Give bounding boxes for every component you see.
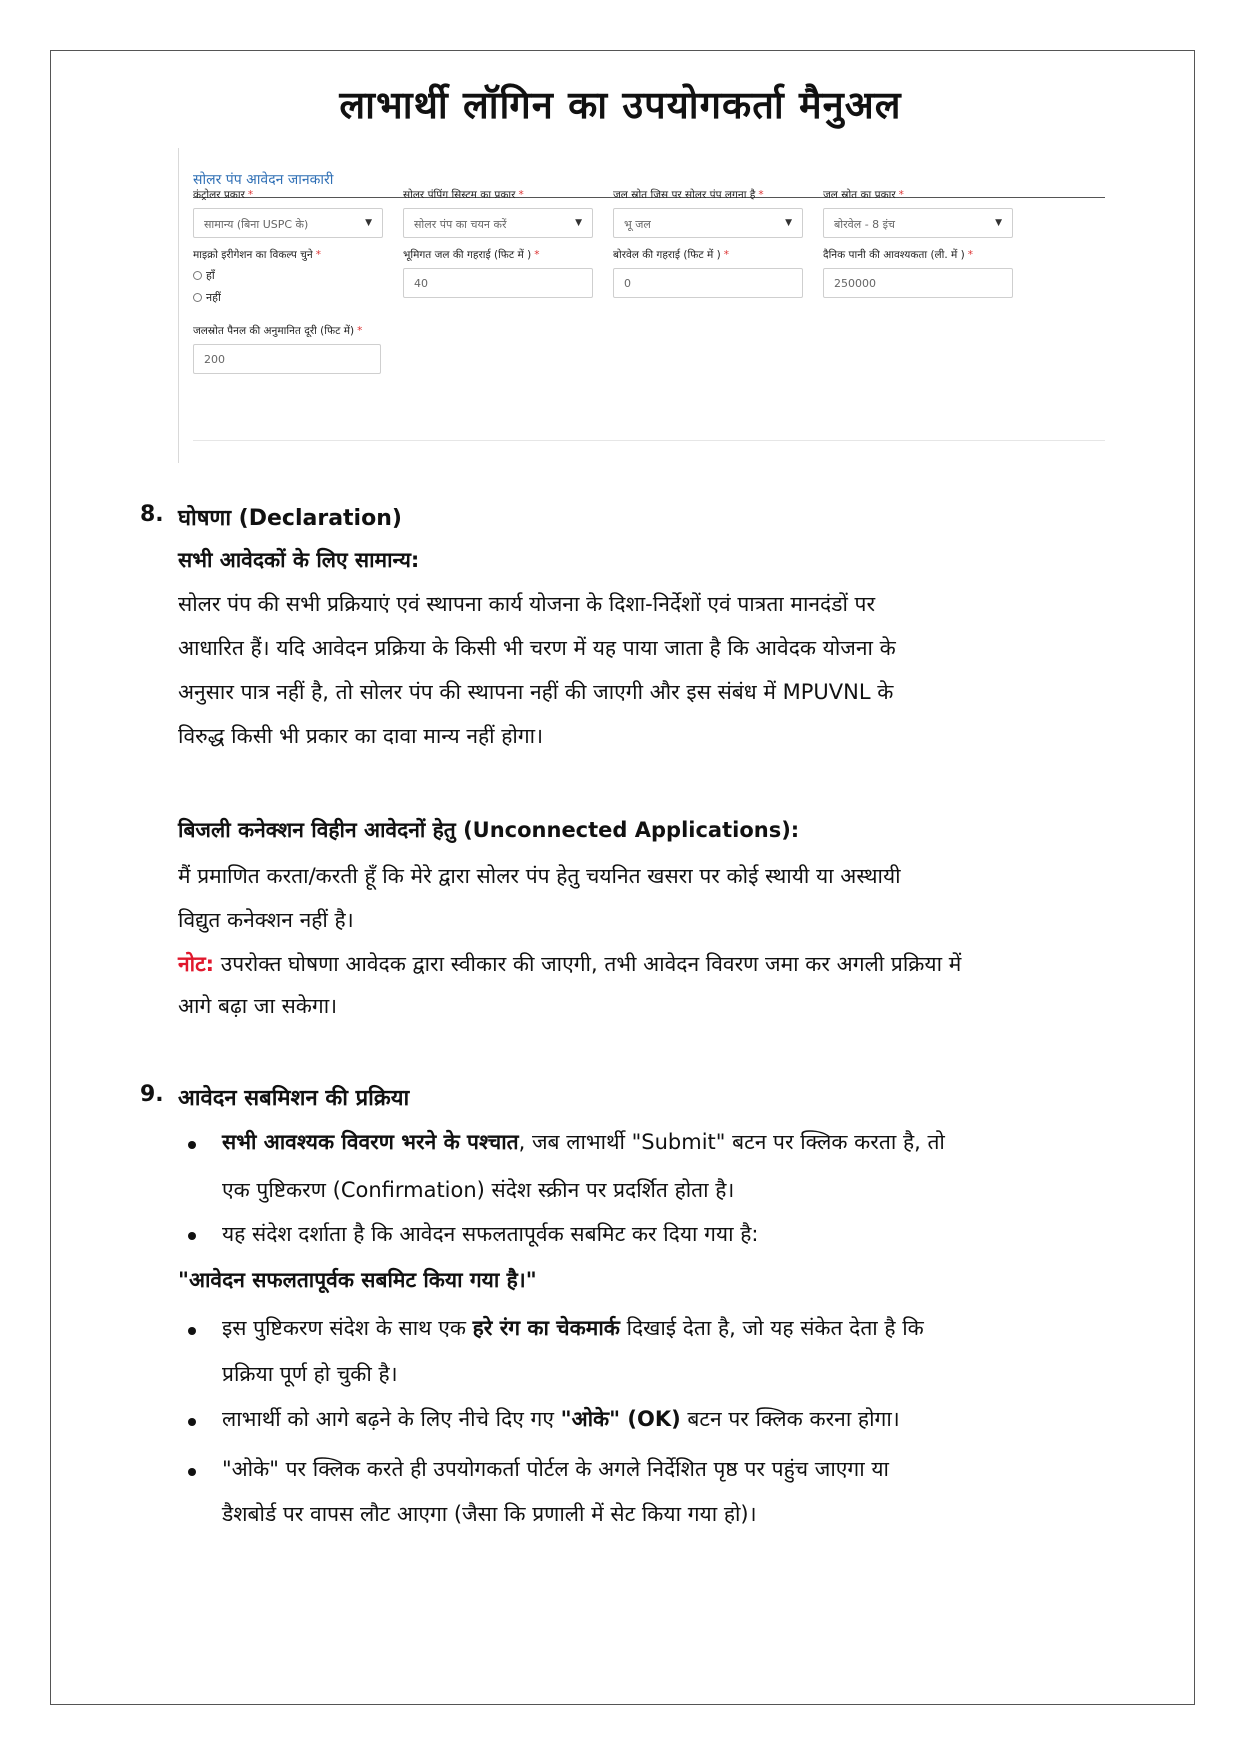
chevron-down-icon: ▼ <box>785 218 792 228</box>
groundwater-depth-label: भूमिगत जल की गहराई (फिट में ) * <box>403 249 540 261</box>
bullet-icon <box>188 1468 196 1476</box>
unconnected-text-line: मैं प्रमाणित करता/करती हूँ कि मेरे द्वारा सोलर पंप हेतु चयनित खसरा पर कोई स्थायी या अस्थायी <box>178 864 901 888</box>
section-9-number: 9. <box>140 1082 164 1107</box>
chevron-down-icon: ▼ <box>365 218 372 228</box>
unconnected-text-line: विद्युत कनेक्शन नहीं है। <box>178 908 354 932</box>
borewell-depth-input[interactable]: 0 <box>613 268 803 298</box>
radio-circle-icon <box>193 271 202 280</box>
bullet-icon <box>188 1141 196 1149</box>
success-quote: "आवेदन सफलतापूर्वक सबमिट किया गया है।" <box>178 1268 537 1292</box>
solar-pump-form <box>178 148 1108 463</box>
micro-irrigation-yes-radio[interactable]: हाँ <box>193 268 215 283</box>
general-text-line: सोलर पंप की सभी प्रक्रियाएं एवं स्थापना कार्य योजना के दिशा-निर्देशों एवं पात्रता मानदंडों पर <box>178 592 876 616</box>
general-text-line: आधारित हैं। यदि आवेदन प्रक्रिया के किसी भी चरण में यह पाया जाता है कि आवेदक योजना के <box>178 636 896 660</box>
controller-type-label: कंट्रोलर प्रकार * <box>193 189 254 201</box>
bullet-3-line: इस पुष्टिकरण संदेश के साथ एक हरे रंग का चेकमार्क दिखाई देता है, जो यह संकेत देता है कि <box>222 1316 924 1340</box>
pumping-system-type-select[interactable]: सोलर पंप का चयन करें ▼ <box>403 208 593 238</box>
form-bottom-divider <box>193 440 1105 441</box>
pumping-system-type-label: सोलर पंपिंग सिस्टम का प्रकार * <box>403 189 524 201</box>
note-line: आगे बढ़ा जा सकेगा। <box>178 994 338 1018</box>
micro-irrigation-no-radio[interactable]: नहीं <box>193 290 221 305</box>
bullet-icon <box>188 1327 196 1335</box>
chevron-down-icon: ▼ <box>575 218 582 228</box>
daily-water-need-label: दैनिक पानी की आवश्यकता (ली. में ) * <box>823 249 974 261</box>
water-source-label: जल स्रोत जिस पर सोलर पंप लगना है * <box>613 189 764 201</box>
unconnected-heading: बिजली कनेक्शन विहीन आवेदनों हेतु (Unconnected Applications): <box>178 818 800 842</box>
bullet-2-line: यह संदेश दर्शाता है कि आवेदन सफलतापूर्वक सबमिट कर दिया गया है: <box>222 1222 759 1246</box>
note-line: नोट: उपरोक्त घोषणा आवेदक द्वारा स्वीकार की जाएगी, तभी आवेदन विवरण जमा कर अगली प्रक्रिया में <box>178 952 962 976</box>
panel-distance-label: जलस्रोत पैनल की अनुमानित दूरी (फिट में) * <box>193 325 363 337</box>
controller-type-select[interactable]: सामान्य (बिना USPC के) ▼ <box>193 208 383 238</box>
note-label: नोट: <box>178 952 215 976</box>
bullet-4-line: लाभार्थी को आगे बढ़ने के लिए नीचे दिए गए "ओके" (OK) बटन पर क्लिक करना होगा। <box>222 1407 900 1431</box>
bullet-1-line: एक पुष्टिकरण (Confirmation) संदेश स्क्रीन पर प्रदर्शित होता है। <box>222 1178 735 1202</box>
bullet-5-line: डैशबोर्ड पर वापस लौट आएगा (जैसा कि प्रणाली में सेट किया गया हो)। <box>222 1502 757 1526</box>
form-heading: सोलर पंप आवेदन जानकारी <box>193 172 334 188</box>
daily-water-need-input[interactable]: 250000 <box>823 268 1013 298</box>
water-source-type-select[interactable]: बोरवेल - 8 इंच ▼ <box>823 208 1013 238</box>
general-text-line: अनुसार पात्र नहीं है, तो सोलर पंप की स्थापना नहीं की जाएगी और इस संबंध में MPUVNL के <box>178 680 894 704</box>
bullet-3-line: प्रक्रिया पूर्ण हो चुकी है। <box>222 1362 398 1386</box>
radio-circle-icon <box>193 293 202 302</box>
bullet-icon <box>188 1232 196 1240</box>
water-source-select[interactable]: भू जल ▼ <box>613 208 803 238</box>
borewell-depth-label: बोरवेल की गहराई (फिट में ) * <box>613 249 729 261</box>
groundwater-depth-input[interactable]: 40 <box>403 268 593 298</box>
general-heading: सभी आवेदकों के लिए सामान्य: <box>178 548 420 572</box>
panel-distance-input[interactable]: 200 <box>193 344 381 374</box>
chevron-down-icon: ▼ <box>995 218 1002 228</box>
page-title: लाभार्थी लॉगिन का उपयोगकर्ता मैनुअल <box>339 83 902 127</box>
section-8-heading: घोषणा (Declaration) <box>178 506 402 531</box>
section-8-number: 8. <box>140 502 164 527</box>
section-9-heading: आवेदन सबमिशन की प्रक्रिया <box>178 1086 410 1111</box>
bullet-icon <box>188 1418 196 1426</box>
water-source-type-label: जल स्रोत का प्रकार * <box>823 189 904 201</box>
micro-irrigation-label: माइक्रो इरीगेशन का विकल्प चुने * <box>193 249 321 261</box>
bullet-1-line: सभी आवश्यक विवरण भरने के पश्चात, जब लाभार्थी "Submit" बटन पर क्लिक करता है, तो <box>222 1130 945 1154</box>
general-text-line: विरुद्ध किसी भी प्रकार का दावा मान्य नहीं होगा। <box>178 724 544 748</box>
bullet-5-line: "ओके" पर क्लिक करते ही उपयोगकर्ता पोर्टल के अगले निर्देशित पृष्ठ पर पहुंच जाएगा या <box>222 1457 889 1481</box>
